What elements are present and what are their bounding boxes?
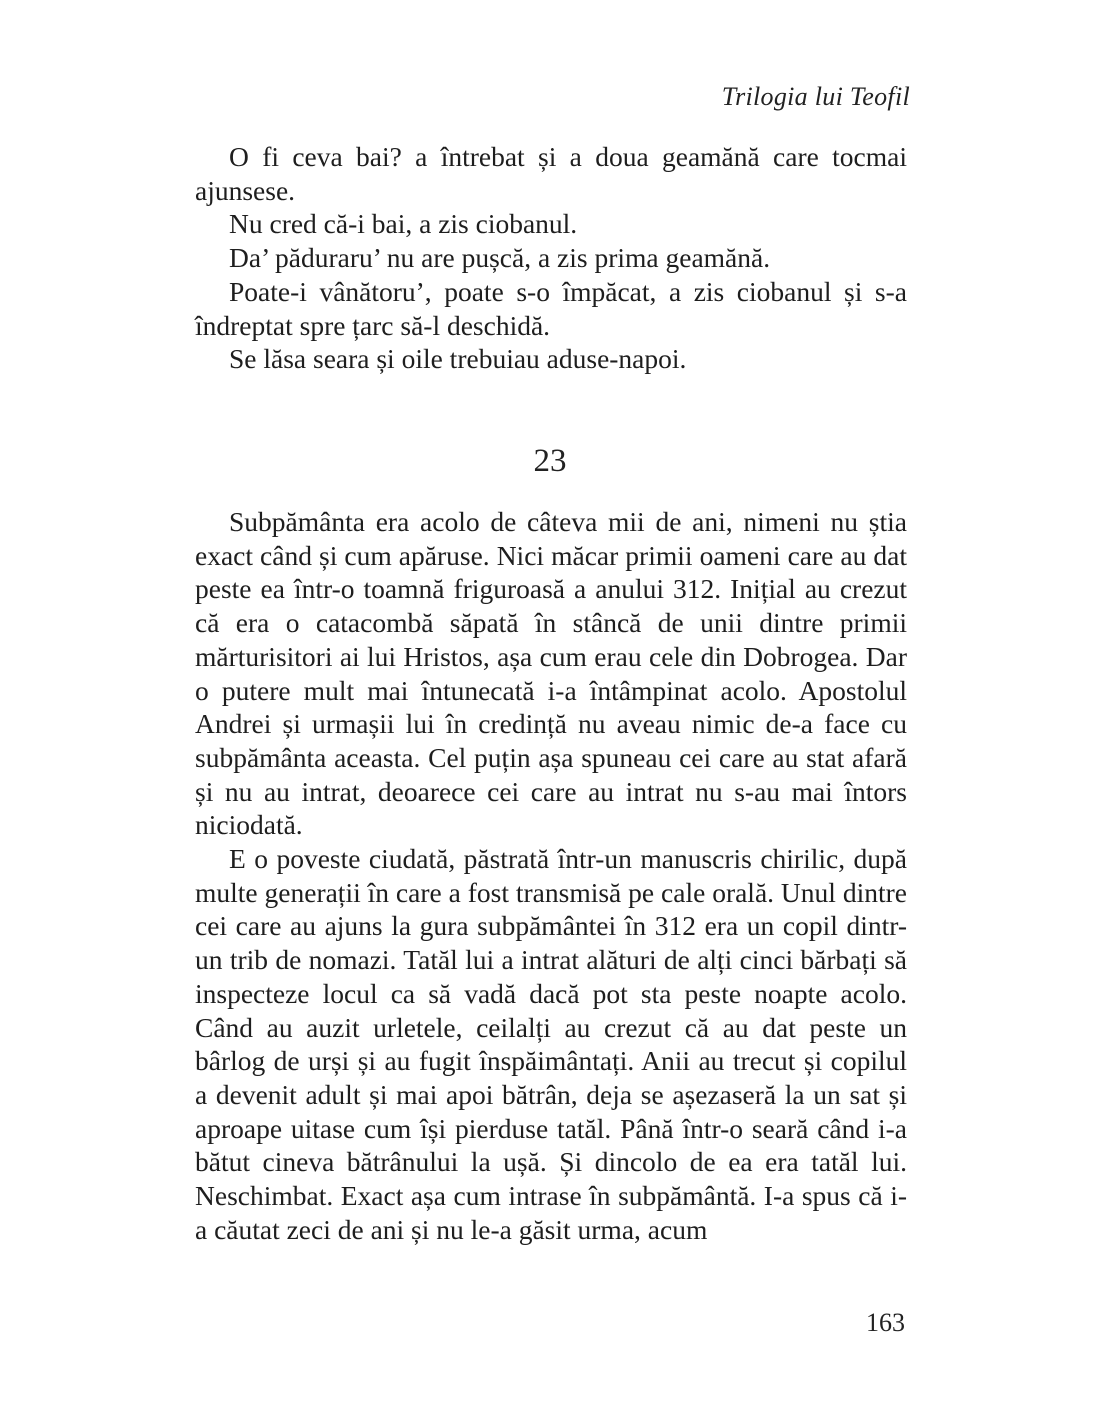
chapter-number: 23 (533, 443, 567, 479)
paragraph: Se lăsa seara și oile trebuiau aduse-napoi. (229, 343, 687, 375)
running-header-title: Trilogia lui Teofil (721, 82, 910, 111)
chapter-body (195, 505, 907, 1246)
paragraph: Poate-i vânătoru’, poate s-o împăcat, a zis ciobanul și s-a îndreptat spre țarc să-l deschidă. (195, 275, 907, 341)
paragraph: O fi ceva bai? a întrebat și a doua geamănă care tocmai ajunsese. (195, 141, 907, 206)
paragraph: E o poveste ciudată, păstrată într-un manuscris chirilic, după multe generații în care a fost transmisă pe cale orală. Unul dintre cei care au ajuns la gura subpământei în 312 era un copil dintr-un trib de nomazi. Tatăl lui a intrat alături de alți cinci bărbați să inspecteze locul ca să vadă dacă pot sta peste noapte acolo. Când au auzit urletele, ceilalți au crezut că au dat peste un bârlog de urși și au fugit înspăimântați. Anii au trecut și copilul a devenit adult și mai apoi bătrân, deja se așezaseră la un sat și aproape uitase cum își pierduse tatăl. Până într-o seară când i-a bătut cineva bătrânului la ușă. Și dincolo de ea era tatăl lui. Neschimbat. Exact așa cum intrase în subpământă. I-a spus că i-a căutat zeci de ani și nu le-a găsit urma, acum (195, 843, 907, 1245)
paragraph: Subpământa era acolo de câteva mii de ani, nimeni nu știa exact când și cum apăruse. Nici măcar primii oameni care au dat peste ea într-o toamnă friguroasă a anului 312. Inițial au crezut că era o catacombă săpată în stâncă de unii dintre primii mărturisitori ai lui Hristos, așa cum erau cele din Dobrogea. Dar o putere mult mai întunecată i-a întâmpinat acolo. Apostolul Andrei și urmașii lui în credință nu aveau nimic de-a face cu subpământa aceasta. Cel puțin așa spuneau cei care au stat afară și nu au intrat, deoarece cei care au intrat nu s-au mai întors niciodată. (195, 506, 907, 841)
page-number: 163 (866, 1308, 905, 1337)
paragraph: Da’ păduraru’ nu are pușcă, a zis prima geamănă. (229, 242, 771, 274)
paragraph: Nu cred că-i bai, a zis ciobanul. (229, 208, 578, 240)
previous-chapter-ending (195, 140, 907, 376)
